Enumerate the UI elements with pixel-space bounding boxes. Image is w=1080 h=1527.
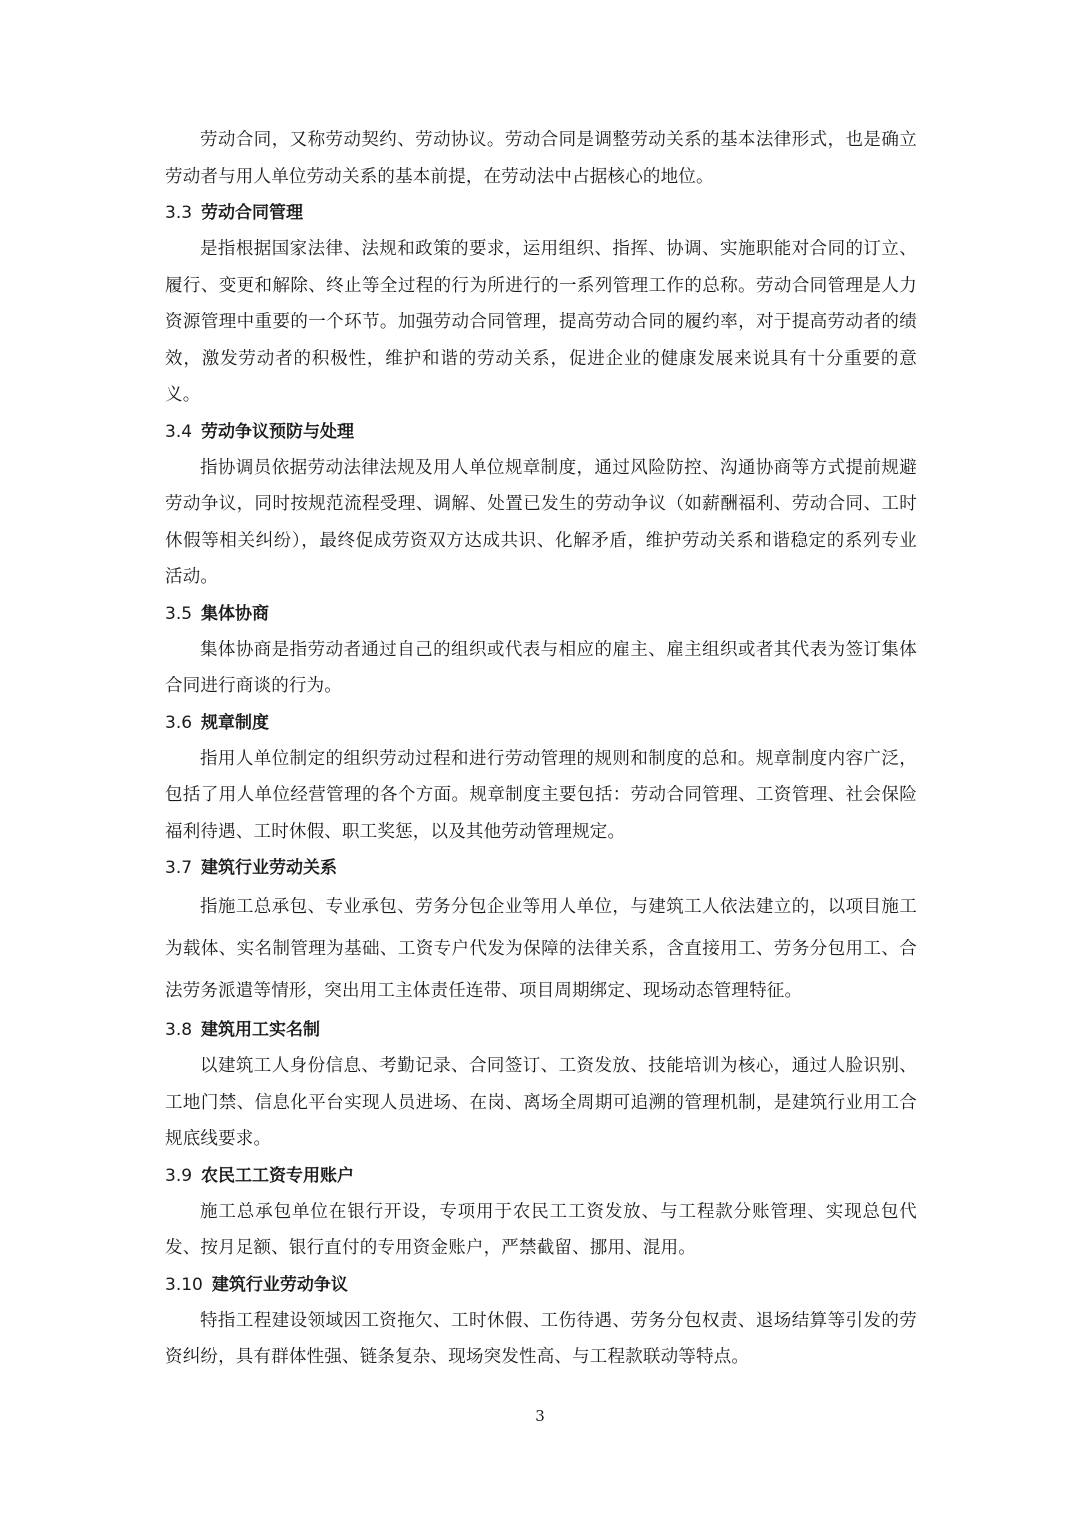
section-body-3-4: 指协调员依据劳动法律法规及用人单位规章制度，通过风险防控、沟通协商等方式提前规避劳动争议，同时按规范流程受理、调解、处置已发生的劳动争议（如薪酬福利、劳动合同、工时休假等相关纠纷），最终促成劳资双方达成共识、化解矛盾，维护劳动关系和谐稳定的系列专业活动。 bbox=[165, 457, 917, 587]
document-page bbox=[165, 122, 917, 1376]
section-title: 建筑行业劳动争议 bbox=[211, 1274, 348, 1295]
section-title: 建筑行业劳动关系 bbox=[201, 858, 338, 878]
section-number: 3.3 bbox=[165, 203, 193, 223]
intro-paragraph: 劳动合同，又称劳动契约、劳动协议。劳动合同是调整劳动关系的基本法律形式，也是确立劳动者与用人单位劳动关系的基本前提，在劳动法中占据核心的地位。 bbox=[165, 130, 917, 187]
section-body-3-9: 施工总承包单位在银行开设，专项用于农民工工资发放、与工程款分账管理、实现总包代发、按月足额、银行直付的专用资金账户，严禁截留、挪用、混用。 bbox=[165, 1201, 917, 1258]
section-body-3-3: 是指根据国家法律、法规和政策的要求，运用组织、指挥、协调、实施职能对合同的订立、履行、变更和解除、终止等全过程的行为所进行的一系列管理工作的总称。劳动合同管理是人力资源管理中重要的一个环节。加强劳动合同管理，提高劳动合同的履约率，对于提高劳动者的绩效，激发劳动者的积极性，维护和谐的劳动关系，促进企业的健康发展来说具有十分重要的意义。 bbox=[165, 239, 917, 405]
section-body-3-5: 集体协商是指劳动者通过自己的组织或代表与相应的雇主、雇主组织或者其代表为签订集体合同进行商谈的行为。 bbox=[165, 639, 917, 696]
section-body-3-6: 指用人单位制定的组织劳动过程和进行劳动管理的规则和制度的总和。规章制度内容广泛，包括了用人单位经营管理的各个方面。规章制度主要包括：劳动合同管理、工资管理、社会保险福利待遇、工时休假、职工奖惩，以及其他劳动管理规定。 bbox=[165, 748, 917, 842]
section-number: 3.5 bbox=[165, 603, 193, 624]
section-body-3-10: 特指工程建设领域因工资拖欠、工时休假、工伤待遇、劳务分包权责、退场结算等引发的劳资纠纷，具有群体性强、链条复杂、现场突发性高、与工程款联动等特点。 bbox=[165, 1310, 917, 1367]
section-title: 规章制度 bbox=[201, 712, 270, 733]
section-title: 建筑用工实名制 bbox=[201, 1020, 321, 1040]
section-heading-3-6 bbox=[165, 705, 917, 741]
section-title: 集体协商 bbox=[201, 603, 270, 624]
section-title: 劳动争议预防与处理 bbox=[201, 421, 355, 442]
section-heading-3-3 bbox=[165, 195, 917, 231]
section-heading-3-9 bbox=[165, 1158, 917, 1194]
section-heading-3-4 bbox=[165, 414, 917, 450]
section-heading-3-8 bbox=[165, 1012, 917, 1048]
page-number: 3 bbox=[535, 1407, 545, 1425]
section-number: 3.7 bbox=[165, 858, 193, 878]
section-body-3-8: 以建筑工人身份信息、考勤记录、合同签订、工资发放、技能培训为核心，通过人脸识别、工地门禁、信息化平台实现人员进场、在岗、离场全周期可追溯的管理机制，是建筑行业用工合规底线要求。 bbox=[165, 1056, 917, 1149]
section-number: 3.8 bbox=[165, 1020, 193, 1040]
section-body-3-7: 指施工总承包、专业承包、劳务分包企业等用人单位，与建筑工人依法建立的，以项目施工为载体、实名制管理为基础、工资专户代发为保障的法律关系，含直接用工、劳务分包用工、合法劳务派遣等情形，突出用工主体责任连带、项目周期绑定、现场动态管理特征。 bbox=[165, 897, 917, 1001]
section-heading-3-5 bbox=[165, 596, 917, 632]
section-number: 3.4 bbox=[165, 421, 193, 442]
section-title: 劳动合同管理 bbox=[201, 203, 304, 223]
section-heading-3-7 bbox=[165, 850, 917, 886]
section-number: 3.6 bbox=[165, 712, 193, 733]
section-number: 3.9 bbox=[165, 1165, 193, 1186]
section-number: 3.10 bbox=[165, 1274, 203, 1295]
section-heading-3-10 bbox=[165, 1267, 917, 1303]
section-title: 农民工工资专用账户 bbox=[201, 1165, 355, 1186]
